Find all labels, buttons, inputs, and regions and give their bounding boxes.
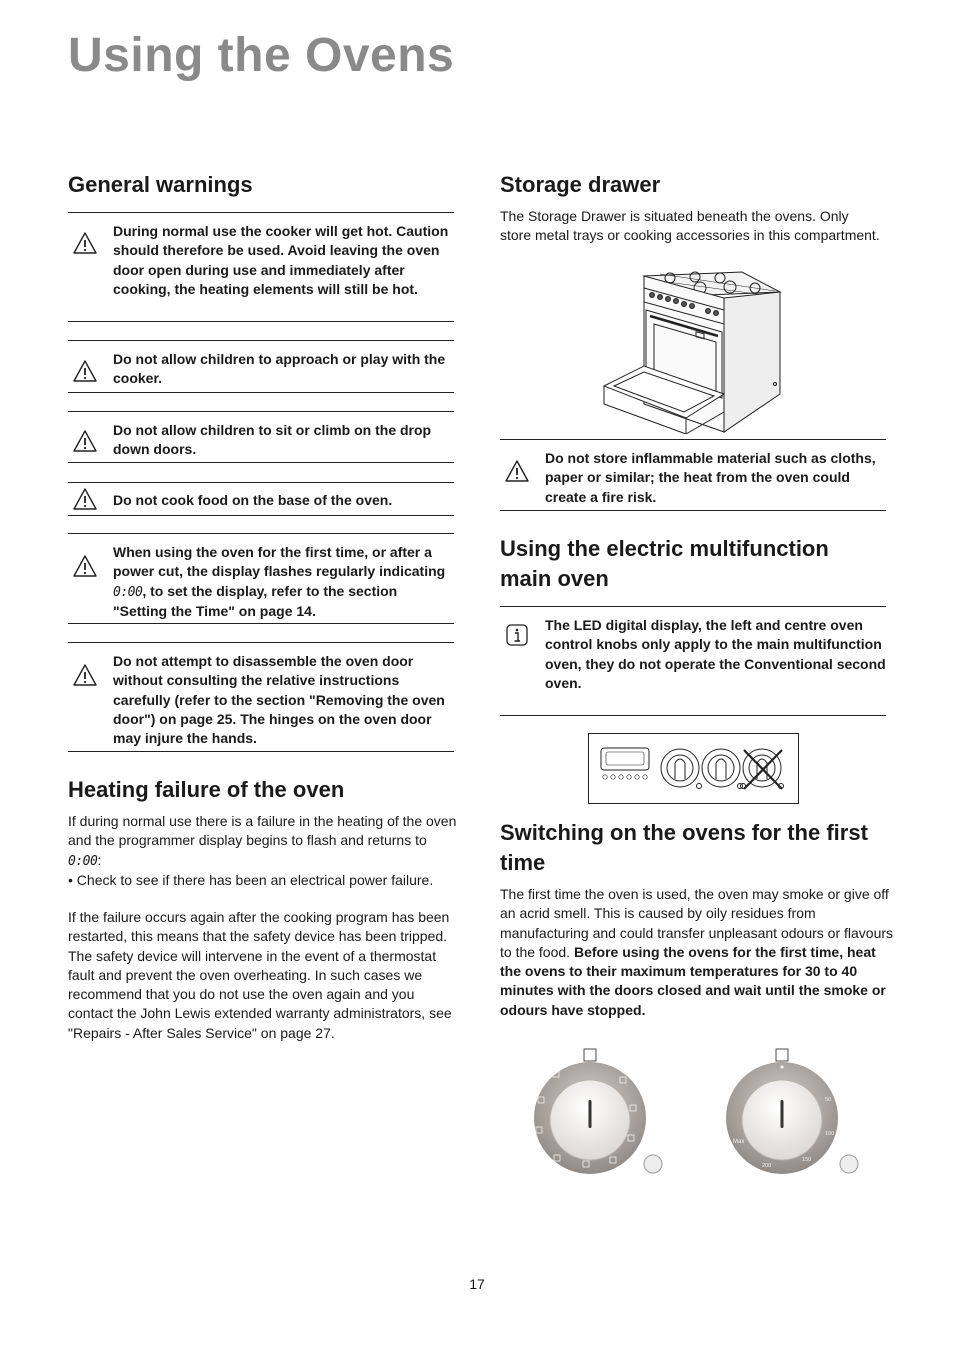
warning-text: Do not allow children to sit or climb on the drop down doors.	[113, 422, 432, 458]
info-text: The LED digital display, the left and centre oven control knobs only apply to the main multifunction oven, they do not operate the Conventional second oven.	[545, 617, 886, 691]
knob-label: 100	[825, 1131, 835, 1137]
warning-triangle-icon	[72, 554, 98, 578]
warning-triangle-icon	[72, 359, 98, 383]
warning-triangle-icon	[72, 231, 98, 255]
warning-text: Do not allow children to approach or play with the cooker.	[113, 351, 446, 387]
knob-label: 50	[825, 1097, 832, 1103]
warning-triangle-icon	[72, 429, 98, 453]
warning-box	[68, 411, 454, 463]
warning-text: Do not store inflammable material such as cloths, paper or similar; the heat from the oven could create a fire risk.	[545, 450, 876, 505]
warning-text: When using the oven for the first time, or after a power cut, the display flashes regularly indicating 0:00, to set the display, refer to the section "Setting the Time" on page 14.	[113, 544, 446, 619]
multifunction-heading: Using the electric multifunction main oven	[500, 536, 829, 591]
page-title: Using the Ovens	[68, 29, 455, 82]
switching-on-heading: Switching on the ovens for the first time	[500, 820, 868, 875]
function-selector-knob	[528, 1043, 668, 1178]
heating-failure-para2: If the failure occurs again after the cooking program has been restarted, this means that the safety device has been tripped. The safety device will intervene in the event of a thermostat fault and prevent the oven overheating. In such cases we recommend that you do not use the oven again and you contact the John Lewis extended warranty administrators, see "Repairs - After Sales Service" on page 27.	[68, 909, 452, 1041]
storage-drawer-heading: Storage drawer	[500, 172, 661, 197]
display-readout: 0:00	[68, 853, 98, 869]
warning-box	[68, 340, 454, 393]
warning-box	[68, 212, 454, 322]
knob-label: 150	[802, 1157, 812, 1163]
page-number: 17	[469, 1276, 485, 1292]
switching-on-text: The first time the oven is used, the oven may smoke or give off an acrid smell. This is caused by oily residues from manufacturing and could transfer unpleasant odours or flavours to the food. Before using the ovens for the first time, heat the ovens to their maximum temperatures for 30 to 40 minutes with the doors closed and wait until the smoke or odours have stopped.	[500, 886, 894, 1018]
control-panel-illustration	[588, 733, 799, 804]
warning-triangle-icon	[504, 459, 530, 483]
warning-text: During normal use the cooker will get hot. Caution should therefore be used. Avoid leaving the oven door open during use and immediately after cooking, the heating elements will still be hot.	[113, 223, 449, 297]
cooker-with-drawer-illustration	[600, 266, 786, 434]
heating-failure-heading: Heating failure of the oven	[68, 777, 345, 802]
thermostat-knob	[724, 1043, 864, 1178]
info-icon	[504, 623, 530, 647]
warning-box	[500, 439, 886, 511]
knob-label: 200	[762, 1163, 772, 1169]
display-readout: 0:00	[113, 584, 143, 600]
warning-box	[68, 533, 454, 624]
warning-box	[68, 482, 454, 516]
warning-text: Do not attempt to disassemble the oven door without consulting the relative instructions carefully (refer to the section "Removing the oven door") on page 25. The hinges on the oven door may injure the hands.	[113, 653, 445, 747]
warning-text: Do not cook food on the base of the oven.	[113, 492, 393, 508]
heating-failure-para1: If during normal use there is a failure in the heating of the oven and the programmer display begins to flash and returns to 0:00: • Check to see if there has been an electrical power failure.	[68, 813, 457, 888]
warning-triangle-icon	[72, 663, 98, 687]
warning-box	[68, 642, 454, 752]
warning-triangle-icon	[72, 487, 98, 511]
info-box	[500, 606, 886, 716]
storage-drawer-text: The Storage Drawer is situated beneath the ovens. Only store metal trays or cooking accessories in this compartment.	[500, 208, 880, 244]
knob-label: Max	[733, 1139, 745, 1145]
general-warnings-heading: General warnings	[68, 172, 253, 197]
